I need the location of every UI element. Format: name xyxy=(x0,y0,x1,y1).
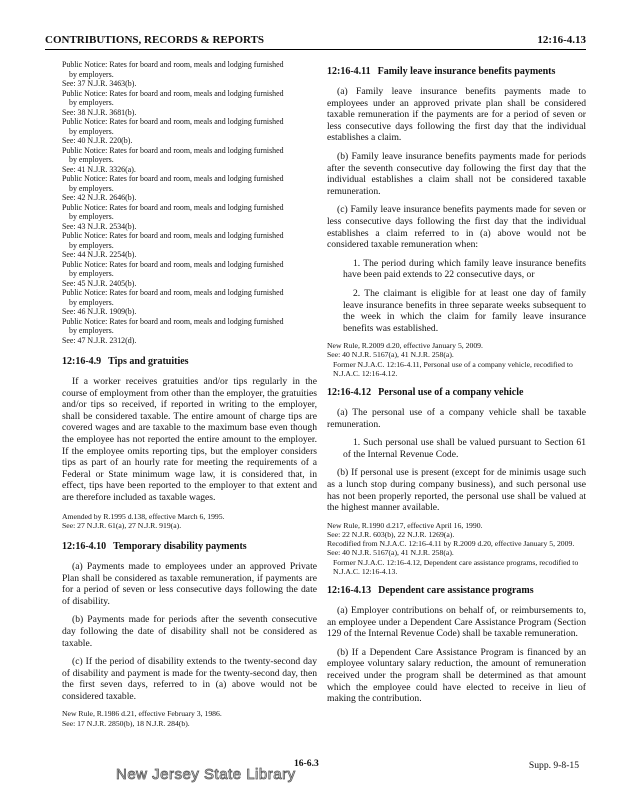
notice-citation: See: 47 N.J.R. 2312(d). xyxy=(62,335,137,345)
notice-citation: See: 40 N.J.R. 220(b). xyxy=(62,136,133,145)
paragraph: (c) If the period of disability extends to the twenty-second day of disability and payment is made for the twenty-second day, then the first seven days, referred to in (a) above would not be considered taxable. xyxy=(62,656,317,702)
notice-text: Public Notice: Rates for board and room, meals and lodging furnished xyxy=(62,88,284,98)
public-notice xyxy=(62,317,317,346)
paragraph: (a) Family leave insurance benefits payments made to employees under an approved private plan shall be considered taxable remuneration if the payments are for a period of seven or less consecutive days following the first day that the individual establishes a claim. xyxy=(327,86,586,144)
notice-text: by employers. xyxy=(69,297,114,307)
paragraph: (b) If personal use is present (except for de minimis usage such as a lunch stop during company business), and such personal use has not been properly reported, the personal use shall be valued at the highest manner available. xyxy=(327,467,586,514)
public-notice xyxy=(62,174,317,203)
public-notice xyxy=(62,231,317,260)
notice-citation: See: 38 N.J.R. 3681(b). xyxy=(62,107,137,117)
running-header xyxy=(45,33,586,50)
notice-text: by employers. xyxy=(69,69,114,79)
header-section: 12:16-4.13 xyxy=(537,34,586,46)
public-notice xyxy=(62,89,317,118)
paragraph: (c) Family leave insurance benefits payments made for seven or less consecutive days following the first day that the individual establishes a claim referred to in (a) above would not be considered taxable remuneration when: xyxy=(327,204,586,251)
public-notice xyxy=(62,60,317,89)
header-title: CONTRIBUTIONS, RECORDS & REPORTS xyxy=(45,34,265,46)
paragraph: If a worker receives gratuities and/or tips regularly in the course of employment from other than the employer, the gratuities and/or tips so received, if reported in writing to the employer, shall be considered taxable. The entire amount of charge tips are covered wages and are taxable to the maximum base even though the employee has not reported the entire amount to the employer. If the employee omits reporting tips, but the employer considers tips as part of an hourly rate for meeting the requirements of a Federal or State minimum wage law, it is considered that, in effect, tips have been reported to the employer to that extent and are therefore included as taxable wages. xyxy=(62,376,317,503)
paragraph: (a) Employer contributions on behalf of, or reimbursements to, an employee under a Dependent Care Assistance Program (Section 129 of the Internal Revenue Code) shall be taxable remuneration. xyxy=(327,605,586,640)
left-column xyxy=(62,60,317,728)
notice-text: Public Notice: Rates for board and room, meals and lodging furnished xyxy=(62,202,284,212)
paragraph: 1. Such personal use shall be valued pursuant to Section 61 of the Internal Revenue Code. xyxy=(343,437,586,460)
supplement-date: Supp. 9-8-15 xyxy=(528,760,579,771)
notice-citation: See: 46 N.J.R. 1909(b). xyxy=(62,307,137,316)
history-note: New Rule, R.2009 d.20, effective January 5, 2009. xyxy=(327,341,483,351)
section-heading: 12:16-4.9 Tips and gratuities xyxy=(62,356,189,367)
notice-citation: See: 45 N.J.R. 2405(b). xyxy=(62,278,137,288)
history-note: See: 40 N.J.R. 5167(a), 41 N.J.R. 258(a). xyxy=(327,350,454,360)
public-notice xyxy=(62,117,317,146)
notice-text: by employers. xyxy=(69,269,114,278)
notice-text: by employers. xyxy=(69,183,114,193)
notice-text: by employers. xyxy=(69,155,114,164)
history-note: New Rule, R.1986 d.21, effective February 3, 1986. xyxy=(62,709,222,719)
notice-text: Public Notice: Rates for board and room, meals and lodging furnished xyxy=(62,174,284,183)
public-notice xyxy=(62,146,317,175)
section-heading: 12:16-4.11 Family leave insurance benefits payments xyxy=(327,66,556,77)
page-footer xyxy=(0,752,619,792)
notice-text: by employers. xyxy=(69,212,114,221)
notice-text: Public Notice: Rates for board and room, meals and lodging furnished xyxy=(62,259,284,269)
public-notice xyxy=(62,288,317,317)
notice-text: by employers. xyxy=(69,98,114,107)
notice-text: Public Notice: Rates for board and room, meals and lodging furnished xyxy=(62,288,284,297)
notice-text: Public Notice: Rates for board and room, meals and lodging furnished xyxy=(62,316,284,326)
notice-text: by employers. xyxy=(69,326,114,335)
notice-text: Public Notice: Rates for board and room, meals and lodging furnished xyxy=(62,117,284,126)
history-note: Recodified from N.J.A.C. 12:16-4.11 by R.2009 d.20, effective January 5, 2009. xyxy=(327,539,575,549)
notice-text: Public Notice: Rates for board and room, meals and lodging furnished xyxy=(62,145,284,155)
public-notice xyxy=(62,260,317,289)
history-note: New Rule, R.1990 d.217, effective April 16, 1990. xyxy=(327,520,483,530)
notice-citation: See: 42 N.J.R. 2646(b). xyxy=(62,193,137,202)
notice-text: Public Notice: Rates for board and room, meals and lodging furnished xyxy=(62,60,284,69)
section-heading: 12:16-4.10 Temporary disability payments xyxy=(62,540,247,552)
notice-citation: See: 37 N.J.R. 3463(b). xyxy=(62,79,137,88)
paragraph: (a) Payments made to employees under an approved Private Plan shall be considered as taxable remuneration, if payments are for a period of seven or less consecutive days following the date of disability. xyxy=(62,560,317,607)
public-notice xyxy=(62,203,317,232)
paragraph: (a) The personal use of a company vehicle shall be taxable remuneration. xyxy=(327,407,586,430)
notice-citation: See: 44 N.J.R. 2254(b). xyxy=(62,250,137,259)
history-note: Amended by R.1995 d.138, effective March 6, 1995. xyxy=(62,511,225,521)
history-note: See: 22 N.J.R. 603(b), 22 N.J.R. 1269(a). xyxy=(327,530,455,540)
page-number: 16-6.3 xyxy=(294,758,319,769)
library-watermark: New Jersey State Library xyxy=(116,766,296,783)
paragraph: (b) Family leave insurance benefits payments made for periods after the seventh consecutive day following the first day that the individual establishes a claim shall not be considered taxable remuneration. xyxy=(327,150,586,197)
notice-citation: See: 41 N.J.R. 3326(a). xyxy=(62,164,136,174)
history-note: See: 17 N.J.R. 2850(b), 18 N.J.R. 284(b). xyxy=(62,718,190,728)
paragraph: 1. The period during which family leave insurance benefits have been paid extends to 22 consecutive days, or xyxy=(343,257,586,281)
section-heading: 12:16-4.13 Dependent care assistance programs xyxy=(327,585,534,597)
paragraph: 2. The claimant is eligible for at least one day of family leave insurance benefits in three separate weeks subsequent to the week in which the claim for family leave insurance benefits was established. xyxy=(343,287,586,334)
history-note: See: 27 N.J.R. 61(a), 27 N.J.R. 919(a). xyxy=(62,520,182,530)
paragraph: (b) If a Dependent Care Assistance Program is financed by an employee voluntary salary reduction, the amount of remuneration received under the program shall be determined as that amount which the employee could have elected to receive in lieu of making the contribution. xyxy=(327,646,586,705)
history-note: See: 40 N.J.R. 5167(a), 41 N.J.R. 258(a). xyxy=(327,548,454,558)
notice-text: by employers. xyxy=(69,240,114,250)
paragraph: (b) Payments made for periods after the seventh consecutive day following the date of disability shall not be considered as taxable. xyxy=(62,614,317,649)
notice-citation: See: 43 N.J.R. 2534(b). xyxy=(62,221,137,231)
history-note: Former N.J.A.C. 12:16-4.12, Dependent care assistance programs, recodified to N.J.A.C. 12:16-4.13. xyxy=(333,557,579,576)
notice-text: by employers. xyxy=(69,126,114,136)
right-column xyxy=(327,60,586,712)
notice-text: Public Notice: Rates for board and room, meals and lodging furnished xyxy=(62,231,284,240)
section-heading: 12:16-4.12 Personal use of a company vehicle xyxy=(327,387,524,399)
history-note: Former N.J.A.C. 12:16-4.11, Personal use of a company vehicle, recodified to N.J.A.C. 12:16-4.12. xyxy=(333,359,573,378)
notice-list xyxy=(62,60,317,345)
